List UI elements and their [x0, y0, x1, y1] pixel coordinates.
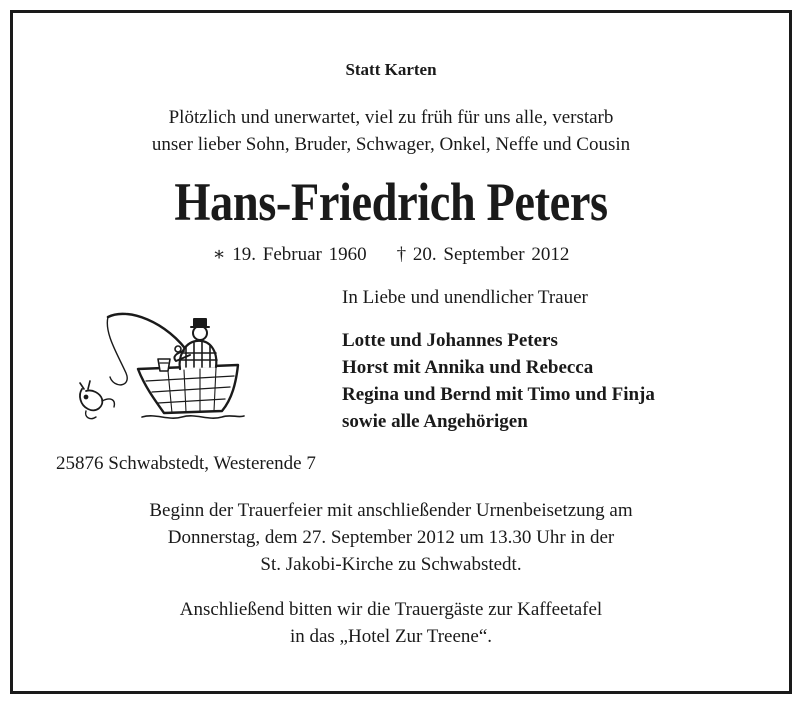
ceremony-line: Donnerstag, dem 27. September 2012 um 13.30 Uhr in der — [167, 527, 615, 548]
life-dates — [0, 243, 782, 266]
reception-text — [0, 596, 782, 650]
fisherman-in-boat-icon — [72, 303, 262, 428]
mourners-list — [342, 327, 655, 435]
birth-date: ∗ 19. Februar 1960 — [212, 244, 367, 265]
ceremony-text — [0, 497, 782, 578]
ceremony-line: Beginn der Trauerfeier mit anschließender Urnenbeisetzung am — [149, 500, 633, 521]
love-line: In Liebe und unendlicher Trauer — [342, 287, 588, 308]
mourner-line: sowie alle Angehörigen — [342, 411, 528, 432]
mourner-line: Horst mit Annika und Rebecca — [342, 357, 594, 378]
reception-line: Anschließend bitten wir die Trauergäste zur Kaffeetafel — [179, 599, 603, 620]
intro-line: unser lieber Sohn, Bruder, Schwager, Onkel, Neffe und Cousin — [151, 134, 631, 155]
address: 25876 Schwabstedt, Westerende 7 — [56, 453, 316, 474]
reception-line: in das „Hotel Zur Treene“. — [289, 626, 493, 647]
deceased-name: Hans-Friedrich Peters — [174, 172, 608, 232]
intro-line: Plötzlich und unerwartet, viel zu früh für uns alle, verstarb — [168, 107, 614, 128]
mourner-line: Lotte und Johannes Peters — [342, 330, 558, 351]
notice-heading: Statt Karten — [345, 60, 437, 79]
mourner-line: Regina und Bernd mit Timo und Finja — [342, 384, 655, 405]
death-date: † 20. September 2012 — [396, 244, 570, 265]
intro-text — [0, 104, 782, 158]
ceremony-line: St. Jakobi-Kirche zu Schwabstedt. — [260, 554, 522, 575]
